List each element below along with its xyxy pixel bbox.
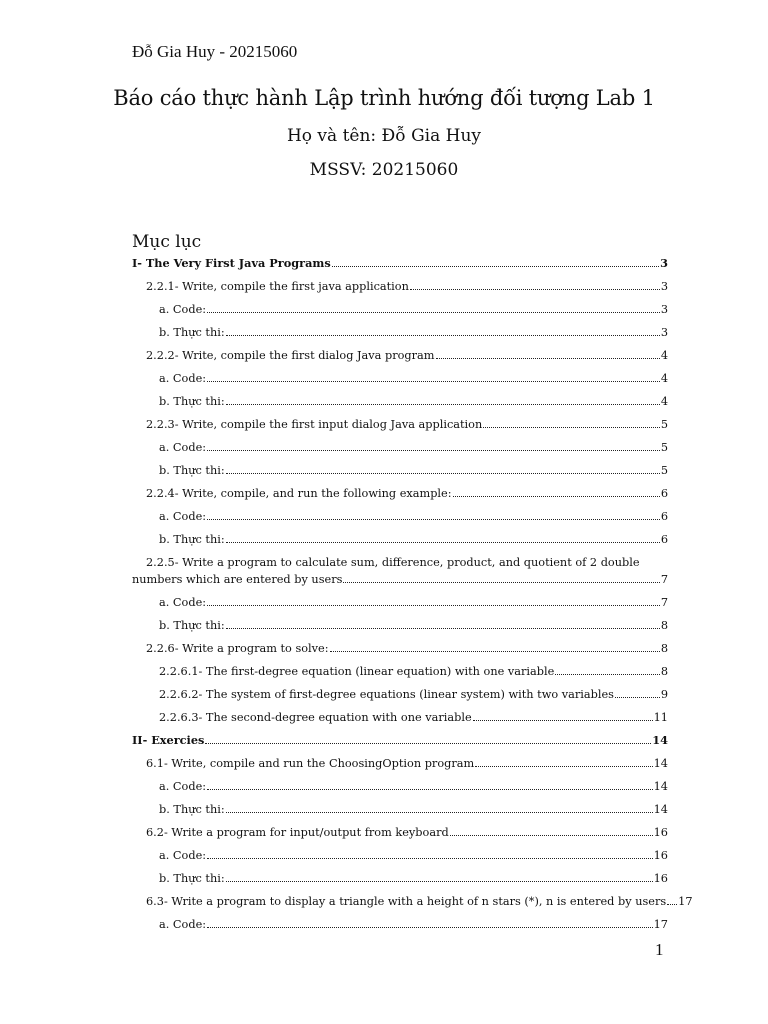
- toc-entry-page: 8: [660, 665, 668, 678]
- toc-entry[interactable]: [132, 663, 668, 680]
- toc-heading: Mục lục: [132, 232, 202, 252]
- table-of-contents: [132, 255, 693, 933]
- toc-entry-text: b. Thực thi:: [159, 464, 225, 477]
- toc-entry-page: 14: [652, 733, 668, 747]
- toc-leader-dots: [410, 289, 660, 290]
- toc-leader-dots: [207, 927, 653, 928]
- student-name-line: Họ và tên: Đỗ Gia Huy: [286, 126, 482, 146]
- toc-entry-page: 16: [653, 849, 668, 862]
- toc-leader-dots: [207, 789, 653, 790]
- toc-leader-dots: [330, 651, 660, 652]
- toc-entry-text: 2.2.6.2- The system of first-degree equations (linear system) with two variables: [159, 688, 614, 701]
- student-id-line: MSSV: 20215060: [309, 160, 459, 180]
- toc-entry-page: 11: [653, 711, 668, 724]
- toc-entry-page: 9: [660, 688, 668, 701]
- toc-leader-dots: [332, 266, 659, 267]
- toc-entry[interactable]: [132, 686, 668, 703]
- toc-entry-page: 4: [660, 372, 668, 385]
- toc-leader-dots: [207, 605, 660, 606]
- toc-entry-text: a. Code:: [159, 510, 207, 523]
- toc-entry-text: 6.2- Write a program for input/output from keyboard: [146, 826, 449, 839]
- toc-entry-page: 17: [678, 895, 693, 908]
- toc-entry-page: 16: [653, 826, 668, 839]
- toc-leader-dots: [615, 697, 660, 698]
- toc-entry[interactable]: [132, 617, 668, 634]
- toc-entry-page: 6: [660, 487, 668, 500]
- toc-entry[interactable]: [132, 893, 693, 910]
- toc-entry-page: 7: [660, 573, 668, 586]
- toc-entry[interactable]: [132, 416, 668, 433]
- toc-entry[interactable]: [132, 301, 668, 318]
- page-number: 1: [655, 940, 664, 959]
- toc-entry-text: b. Thực thi:: [159, 872, 225, 885]
- toc-leader-dots: [207, 381, 660, 382]
- toc-entry[interactable]: [132, 347, 668, 364]
- header-author-line: Đỗ Gia Huy - 20215060: [132, 42, 298, 61]
- toc-leader-dots: [207, 450, 660, 451]
- toc-leader-dots: [226, 881, 653, 882]
- toc-entry[interactable]: [132, 640, 668, 657]
- toc-entry-page: 8: [660, 642, 668, 655]
- toc-entry-text: a. Code:: [159, 303, 207, 316]
- toc-entry-text: b. Thực thi:: [159, 619, 225, 632]
- toc-entry[interactable]: [132, 278, 668, 295]
- toc-entry-text: 2.2.5- Write a program to calculate sum, difference, product, and quotient of 2 double: [146, 556, 640, 569]
- toc-entry[interactable]: [132, 439, 668, 456]
- toc-entry[interactable]: [132, 370, 668, 387]
- toc-entry-text: b. Thực thi:: [159, 533, 225, 546]
- toc-entry[interactable]: [132, 462, 668, 479]
- toc-entry[interactable]: [132, 801, 668, 818]
- toc-entry-page: 4: [660, 349, 668, 362]
- toc-entry-text: 2.2.6.3- The second-degree equation with one variable: [159, 711, 472, 724]
- document-title: Báo cáo thực hành Lập trình hướng đối tượng Lab 1: [113, 86, 655, 110]
- toc-leader-dots: [207, 312, 660, 313]
- toc-entry[interactable]: [132, 732, 668, 749]
- toc-entry[interactable]: [132, 778, 668, 795]
- toc-entry-page: 6: [660, 533, 668, 546]
- toc-entry-page: 3: [660, 326, 668, 339]
- toc-leader-dots: [453, 496, 660, 497]
- toc-leader-dots: [226, 335, 660, 336]
- toc-entry-page: 4: [660, 395, 668, 408]
- toc-entry-text: a. Code:: [159, 441, 207, 454]
- toc-entry-text: 2.2.4- Write, compile, and run the following example:: [146, 487, 452, 500]
- toc-entry-text: 6.3- Write a program to display a triangle with a height of n stars (*), n is entered by users: [146, 895, 667, 908]
- toc-entry-text: 6.1- Write, compile and run the ChoosingOption program: [146, 757, 475, 770]
- toc-entry[interactable]: [132, 531, 668, 548]
- toc-entry-text: b. Thực thi:: [159, 326, 225, 339]
- toc-entry-page: 5: [660, 464, 668, 477]
- toc-entry[interactable]: [132, 870, 668, 887]
- toc-entry-text: 2.2.3- Write, compile the first input dialog Java application: [146, 418, 483, 431]
- toc-entry-text: a. Code:: [159, 596, 207, 609]
- toc-leader-dots: [667, 904, 677, 905]
- toc-leader-dots: [483, 427, 660, 428]
- toc-entry-text-continued: numbers which are entered by users: [132, 573, 343, 586]
- toc-entry[interactable]: [132, 594, 668, 611]
- toc-leader-dots: [207, 519, 660, 520]
- toc-entry-page: 14: [653, 757, 668, 770]
- toc-leader-dots: [226, 404, 660, 405]
- toc-entry-page: 16: [653, 872, 668, 885]
- toc-entry-page: 3: [660, 280, 668, 293]
- toc-leader-dots: [475, 766, 652, 767]
- toc-entry[interactable]: [132, 554, 668, 588]
- toc-entry-page: 5: [660, 418, 668, 431]
- toc-entry-page: 3: [660, 303, 668, 316]
- toc-leader-dots: [226, 628, 660, 629]
- toc-entry[interactable]: [132, 709, 668, 726]
- toc-entry-page: 6: [660, 510, 668, 523]
- toc-entry[interactable]: [132, 255, 668, 272]
- toc-leader-dots: [226, 542, 660, 543]
- toc-leader-dots: [343, 582, 659, 583]
- toc-leader-dots: [205, 743, 651, 744]
- toc-leader-dots: [207, 858, 653, 859]
- toc-entry[interactable]: [132, 485, 668, 502]
- toc-entry-text: a. Code:: [159, 372, 207, 385]
- toc-leader-dots: [473, 720, 653, 721]
- toc-entry-continuation: [132, 571, 668, 588]
- toc-entry-page: 3: [660, 256, 668, 270]
- toc-entry-text: a. Code:: [159, 918, 207, 931]
- toc-entry-text: 2.2.2- Write, compile the first dialog Java program: [146, 349, 435, 362]
- toc-entry[interactable]: [132, 847, 668, 864]
- toc-entry[interactable]: [132, 824, 668, 841]
- toc-entry[interactable]: [132, 755, 668, 772]
- toc-entry-text: I- The Very First Java Programs: [132, 256, 331, 270]
- toc-entry-text: 2.2.6- Write a program to solve:: [146, 642, 329, 655]
- toc-leader-dots: [555, 674, 660, 675]
- toc-entry-text: II- Exercies: [132, 733, 205, 747]
- toc-entry[interactable]: [132, 916, 668, 933]
- toc-entry[interactable]: [132, 508, 668, 525]
- toc-entry-page: 7: [660, 596, 668, 609]
- toc-entry[interactable]: [132, 324, 668, 341]
- toc-entry-page: 17: [653, 918, 668, 931]
- toc-entry-text: b. Thực thi:: [159, 803, 225, 816]
- toc-entry[interactable]: [132, 393, 668, 410]
- toc-entry-page: 5: [660, 441, 668, 454]
- toc-leader-dots: [436, 358, 660, 359]
- toc-entry-text: a. Code:: [159, 849, 207, 862]
- toc-entry-text: b. Thực thi:: [159, 395, 225, 408]
- toc-leader-dots: [450, 835, 653, 836]
- toc-entry-page: 8: [660, 619, 668, 632]
- toc-entry-page: 14: [653, 803, 668, 816]
- toc-entry-text: a. Code:: [159, 780, 207, 793]
- toc-entry-page: 14: [653, 780, 668, 793]
- toc-leader-dots: [226, 473, 660, 474]
- toc-entry-text: 2.2.1- Write, compile the first java application: [146, 280, 409, 293]
- toc-entry-text: 2.2.6.1- The first-degree equation (linear equation) with one variable: [159, 665, 555, 678]
- toc-leader-dots: [226, 812, 653, 813]
